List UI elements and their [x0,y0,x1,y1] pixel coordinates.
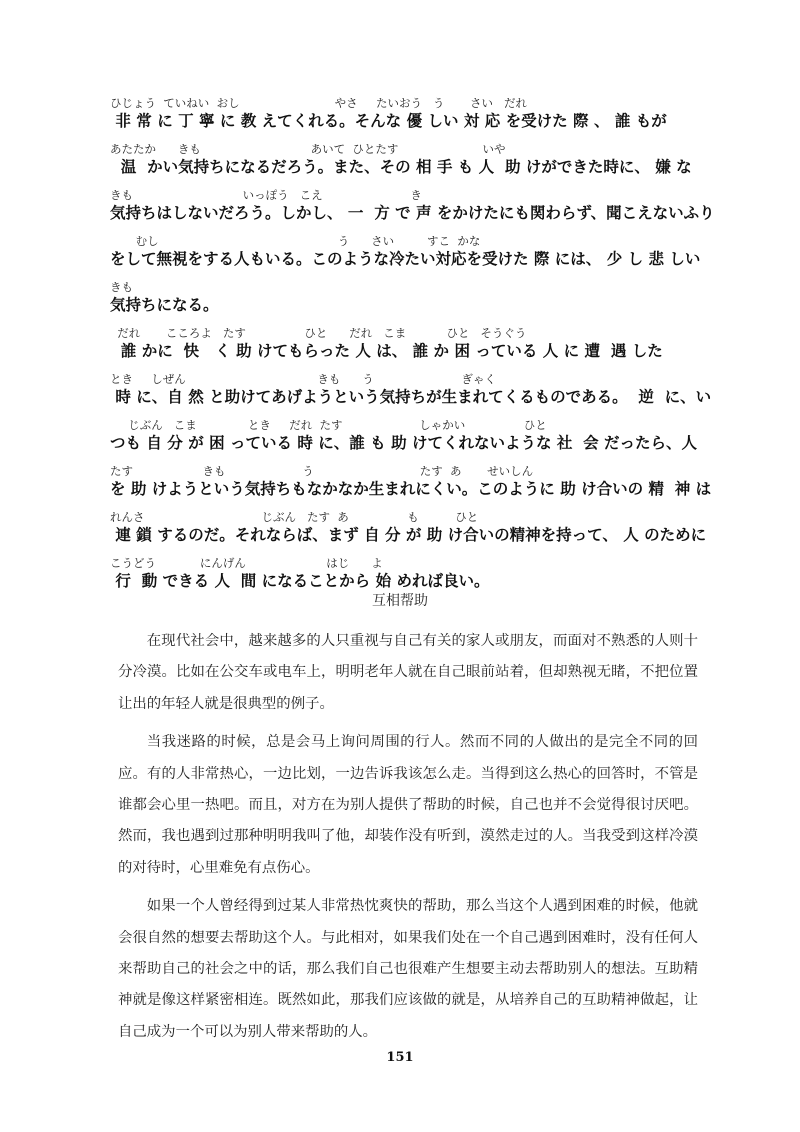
furigana-line: きも いっぽう こえ き [110,188,422,202]
furigana-line: あたたか きも あいて ひとたす いや [110,142,506,156]
page-number: 151 [386,1050,414,1065]
japanese-line [110,188,715,234]
japanese-text-line: 誰 かに 快 く 助 けてもらった 人 は、 誰 か 困 っている 人 に 遭 遇 した [110,342,663,360]
furigana-line: とき しぜん きも う ぎゃく [110,372,497,386]
japanese-text-line: を 助 けようという気持ちもなかなか生まれにくい。このように 助 け合いの 精 神 は [110,480,712,498]
japanese-text-line: 非 常 に 丁 寧 に 教 えてくれる。そんな 優 しい 対 応 を受けた 際 、 誰 もが [110,112,667,130]
japanese-passage [110,96,715,602]
japanese-line [110,510,707,556]
japanese-text-line: 連 鎖 するのだ。それならば、まず 自 分 が 助 け合いの精神を持って、 人 のために [110,526,707,544]
furigana-line: こうどう にんげん はじ よ [110,556,383,570]
furigana-line: じぶん こま とき だれ たす しゃかい ひと [110,418,547,432]
japanese-line [110,326,698,372]
japanese-text-line: 時 に、自 然 と助けてあげようという気持ちが生まれてくるものである。 逆 に、い [110,388,712,406]
chinese-title: 互相帮助 [372,593,428,609]
japanese-line [110,142,698,188]
furigana-line: ひじょう ていねい おし やさ たいおう う さい だれ [110,96,527,110]
japanese-line [110,96,698,142]
furigana-line: むし う さい すこ かな [110,234,481,248]
furigana-line: だれ こころよ たす ひと だれ こま ひと そうぐう [110,326,527,340]
furigana-line: たす きも う たす あ せいしん [110,464,534,478]
chinese-passage [118,626,698,1055]
japanese-line [110,464,712,510]
japanese-text-line: をして無視をする人もいる。このような冷たい対応を受けた 際 には、 少 し 悲 しい [110,250,701,268]
chinese-paragraph: 当我迷路的时候，总是会马上询问周围的行人。然而不同的人做出的是完全不同的回应。有的人非常热心，一边比划，一边告诉我该怎么走。当得到这么热心的回答时，不管是谁都会心里一热吧。而且，对方在为别人提供了帮助的时候，自己也并不会觉得很讨厌吧。然而，我也遇到过那种明明我叫了他，却装作没有听到，漠然走过的人。当我受到这样冷漠的对待时，心里难免有点伤心。 [118,734,698,876]
japanese-text-line: つも 自 分 が 困 っている 時 に、誰 も 助 けてくれないような 社 会 だったら、人 [110,434,698,452]
japanese-line [110,280,698,326]
furigana-line: きも [110,280,133,294]
japanese-text-line: 気持ちはしないだろう。しかし、 一 方 で 声 をかけたにも関わらず、聞こえないふり [110,204,715,222]
japanese-line [110,418,698,464]
japanese-line [110,372,712,418]
japanese-line [110,234,701,280]
japanese-text-line: 気持ちになる。 [110,296,219,314]
furigana-line: れんさ じぶん たす あ も ひと [110,510,479,524]
chinese-paragraph: 在现代社会中，越来越多的人只重视与自己有关的家人或朋友，而面对不熟悉的人则十分冷漠。比如在公交车或电车上，明明老年人就在自己眼前站着，但却熟视无睹，不把位置让出的年轻人就是很典型的例子。 [118,633,698,712]
japanese-text-line: 行 動 できる 人 間 になることから 始 めれば良い。 [110,572,490,590]
chinese-paragraph: 如果一个人曾经得到过某人非常热忱爽快的帮助，那么当这个人遇到困难的时候，他就会很自然的想要去帮助这个人。与此相对，如果我们处在一个自己遇到困难时，没有任何人来帮助自己的社会之中的话，那么我们自己也很难产生想要主动去帮助别人的想法。互助精神就是像这样紧密相连。既然如此，那我们应该做的就是，从培养自己的互助精神做起，让自己成为一个可以为别人带来帮助的人。 [118,898,698,1040]
japanese-text-line: 温 かい気持ちになるだろう。また、その 相 手 も 人 助 けができた時に、 嫌 な [110,158,692,176]
